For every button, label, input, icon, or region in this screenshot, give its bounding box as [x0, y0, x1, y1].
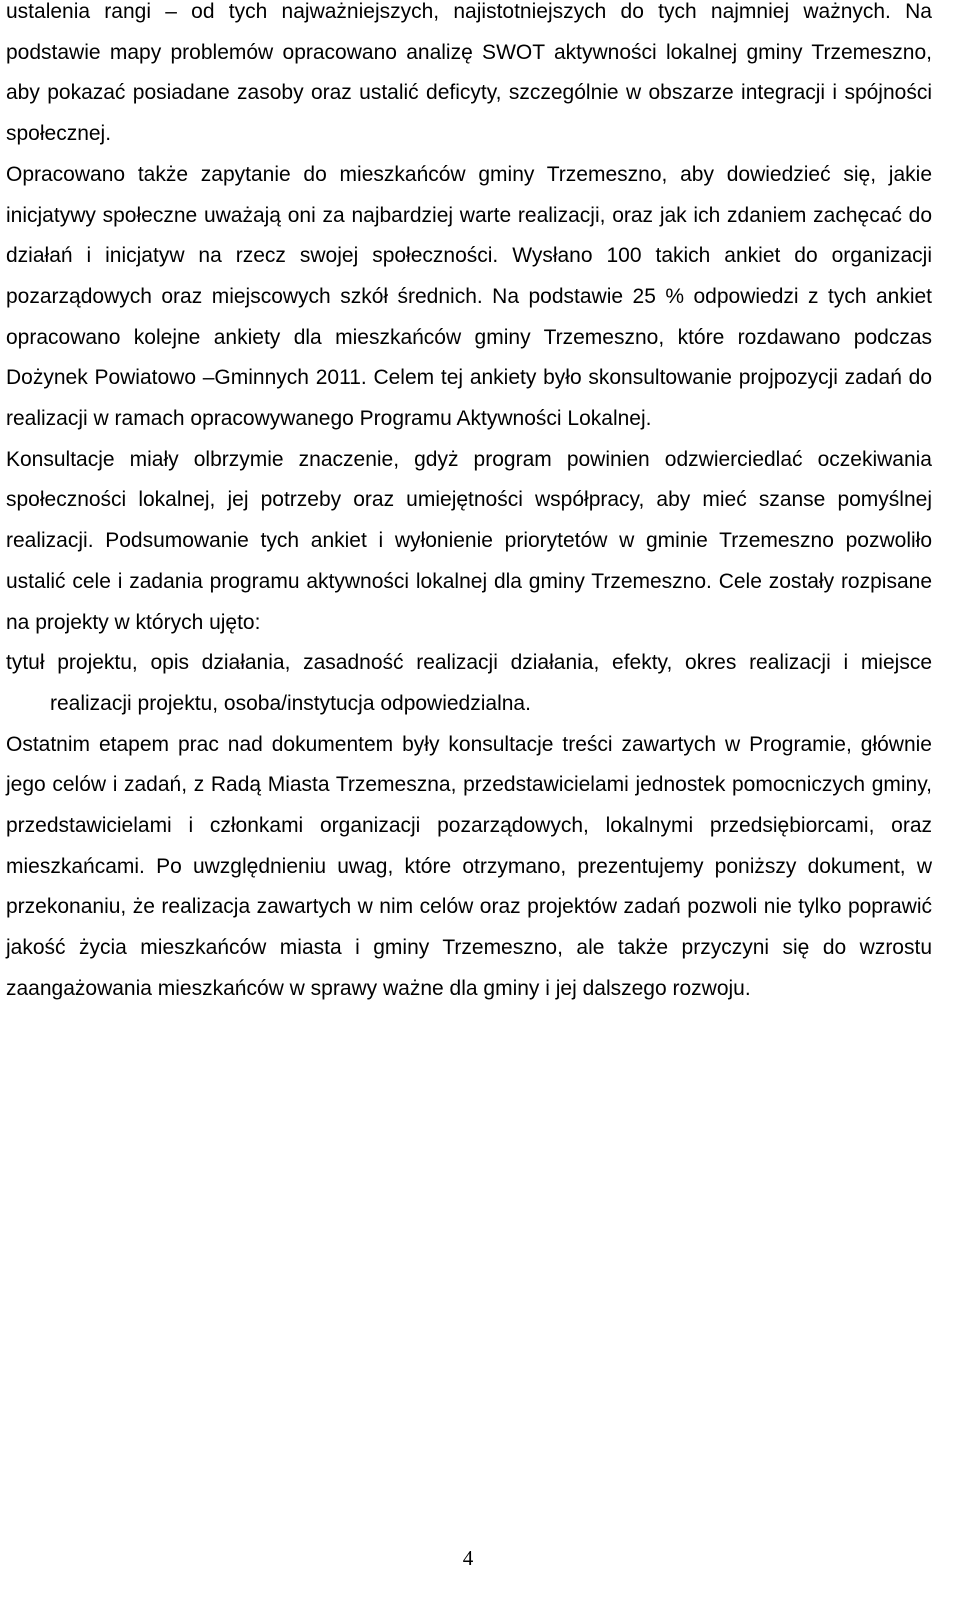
document-body [6, 0, 932, 1010]
paragraph-project-fields: tytuł projektu, opis działania, zasadność realizacji działania, efekty, okres realizacji i miejsce realizacji projektu, osoba/instytucja odpowiedzialna. [6, 651, 932, 715]
paragraph-consultations: Konsultacje miały olbrzymie znaczenie, gdyż program powinien odzwierciedlać oczekiwania społeczności lokalnej, jej potrzeby oraz umiejętności współpracy, aby mieć szanse pomyślnej realizacji. Podsumowanie tych ankiet i wyłonienie priorytetów w gminie Trzemeszno pozwoliło ustalić cele i zadania programu aktywności lokalnej dla gminy Trzemeszno. Cele zostały rozpisane na projekty w których ujęto: [6, 447, 932, 634]
paragraph-swot-analysis: ustalenia rangi – od tych najważniejszych, najistotniejszych do tych najmniej ważnych. Na podstawie mapy problemów opracowano analizę SWOT aktywności lokalnej gminy Trzemeszno, aby pokazać posiadane zasoby oraz ustalić deficyty, szczególnie w obszarze integracji i spójności społecznej. [6, 0, 932, 146]
page-number: 4 [462, 1546, 474, 1570]
paragraph-final-stage: Ostatnim etapem prac nad dokumentem były konsultacje treści zawartych w Programie, głównie jego celów i zadań, z Radą Miasta Trzemeszna, przedstawicielami jednostek pomocniczych gminy, przedstawicielami i członkami organizacji pozarządowych, lokalnymi przedsiębiorcami, oraz mieszkańcami. Po uwzględnieniu uwag, które otrzymano, prezentujemy poniższy dokument, w przekonaniu, że realizacja zawartych w nim celów oraz projektów zadań pozwoli nie tylko poprawić jakość życia mieszkańców miasta i gminy Trzemeszno, ale także przyczyni się do wzrostu zaangażowania mieszkańców w sprawy ważne dla gminy i jej dalszego rozwoju. [6, 732, 932, 1000]
paragraph-survey: Opracowano także zapytanie do mieszkańców gminy Trzemeszno, aby dowiedzieć się, jakie inicjatywy społeczne uważają oni za najbardziej warte realizacji, oraz jak ich zdaniem zachęcać do działań i inicjatyw na rzecz swojej społeczności. Wysłano 100 takich ankiet do organizacji pozarządowych oraz miejscowych szkół średnich. Na podstawie 25 % odpowiedzi z tych ankiet opracowano kolejne ankiety dla mieszkańców gminy Trzemeszno, które rozdawano podczas Dożynek Powiatowo –Gminnych 2011. Celem tej ankiety było skonsultowanie projpozycji zadań do realizacji w ramach opracowywanego Programu Aktywności Lokalnej. [6, 162, 932, 431]
